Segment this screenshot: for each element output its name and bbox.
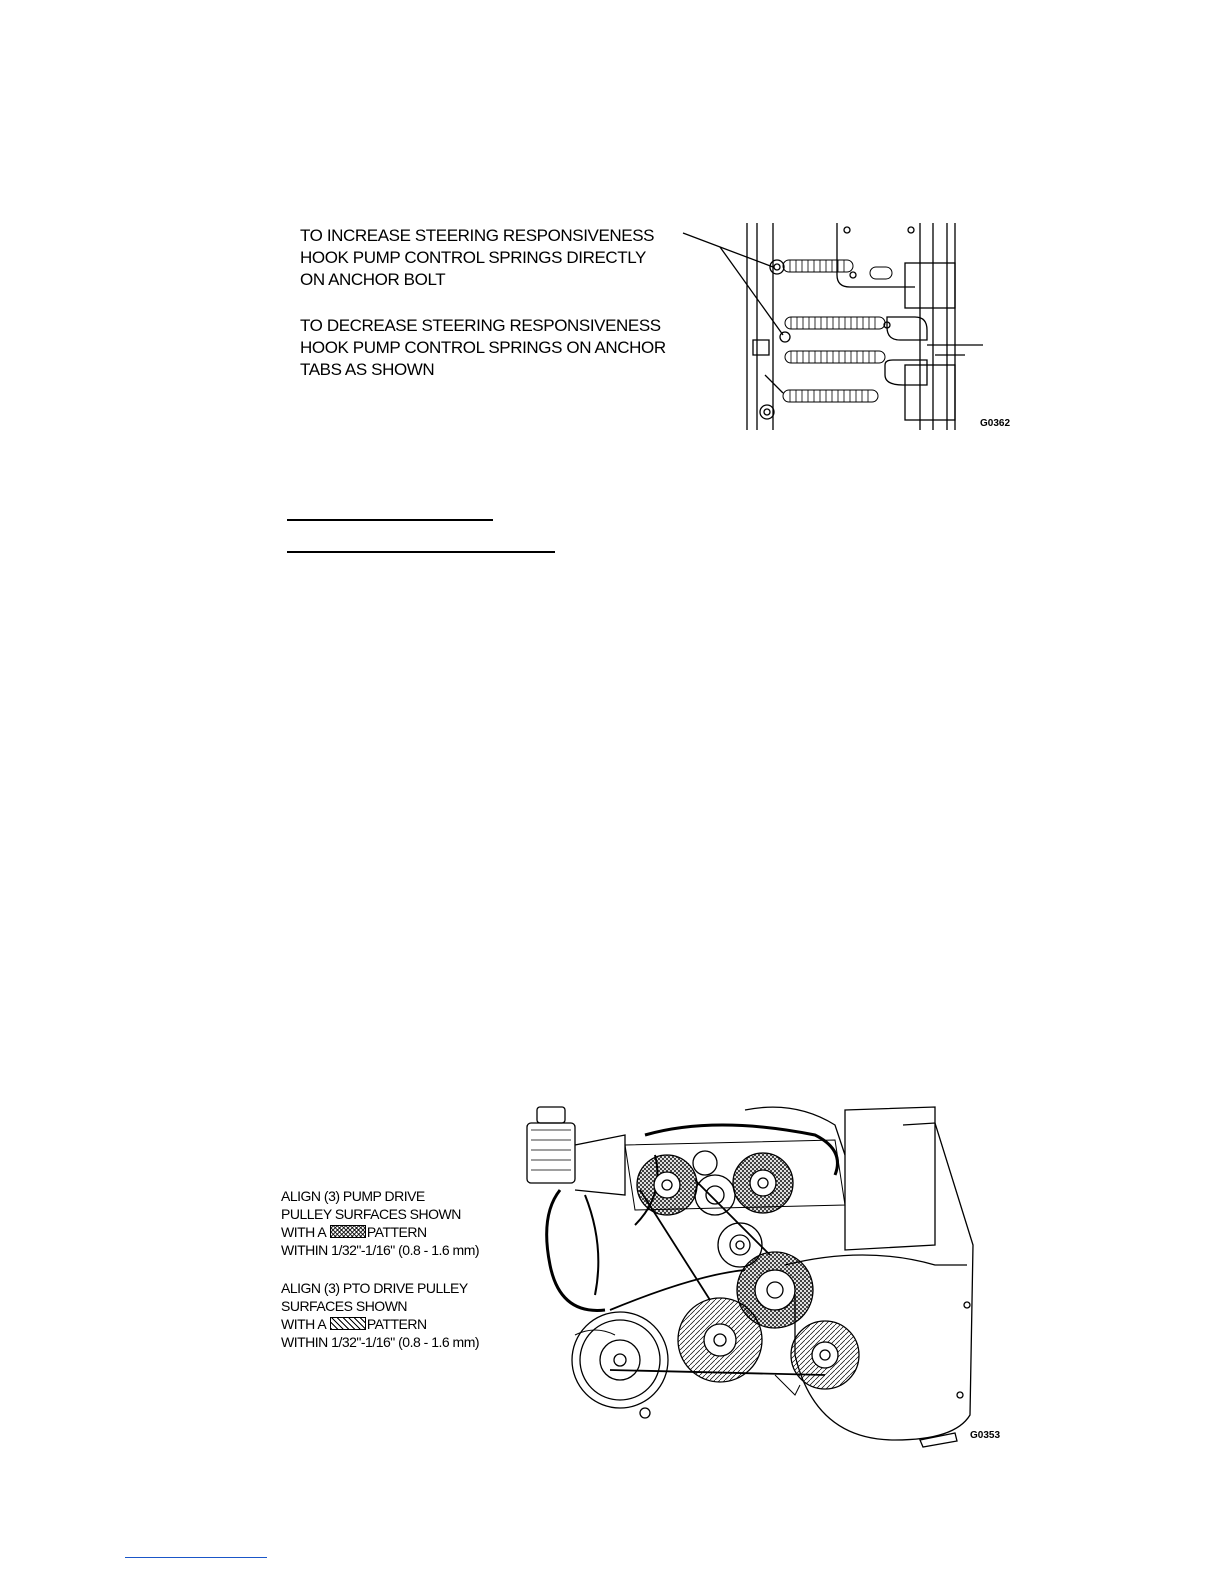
footer-link-underline <box>125 1557 267 1558</box>
diagonal-pattern-swatch <box>330 1317 366 1330</box>
steering-spring-illustration <box>665 215 1010 435</box>
callout-pto-pulley <box>281 1279 479 1351</box>
pump-pattern-text: PATTERN <box>366 1224 427 1240</box>
pump-within: WITHIN 1/32"-1/16" (0.8 - 1.6 mm) <box>281 1242 480 1258</box>
heading-underline-1 <box>287 519 493 521</box>
figure-id-g0353: G0353 <box>970 1430 1001 1441</box>
heading-underline-2 <box>287 551 555 553</box>
pump-line-1: ALIGN (3) PUMP DRIVE <box>281 1188 425 1204</box>
pto-pattern-text: PATTERN <box>366 1316 427 1332</box>
pto-line-1: ALIGN (3) PTO DRIVE PULLEY <box>281 1280 468 1296</box>
pulley-drive-illustration <box>515 1095 1005 1455</box>
pto-with-text: WITH A <box>281 1316 326 1332</box>
pto-pattern-line <box>281 1315 479 1333</box>
figure-id-g0362: G0362 <box>980 418 1011 429</box>
pump-line-2: PULLEY SURFACES SHOWN <box>281 1206 461 1222</box>
crosshatch-pattern-swatch <box>330 1225 366 1238</box>
callout-decrease-steering: TO DECREASE STEERING RESPONSIVENESS HOOK PUMP CONTROL SPRINGS ON ANCHOR TABS AS SHOWN <box>300 316 666 379</box>
callout-pump-pulley <box>281 1187 479 1259</box>
pump-with-text: WITH A <box>281 1224 326 1240</box>
pto-line-2: SURFACES SHOWN <box>281 1298 408 1314</box>
pump-pattern-line <box>281 1223 479 1241</box>
callout-increase-steering: TO INCREASE STEERING RESPONSIVENESS HOOK PUMP CONTROL SPRINGS DIRECTLY ON ANCHOR BOLT <box>300 226 655 289</box>
pto-within: WITHIN 1/32"-1/16" (0.8 - 1.6 mm) <box>281 1334 480 1350</box>
